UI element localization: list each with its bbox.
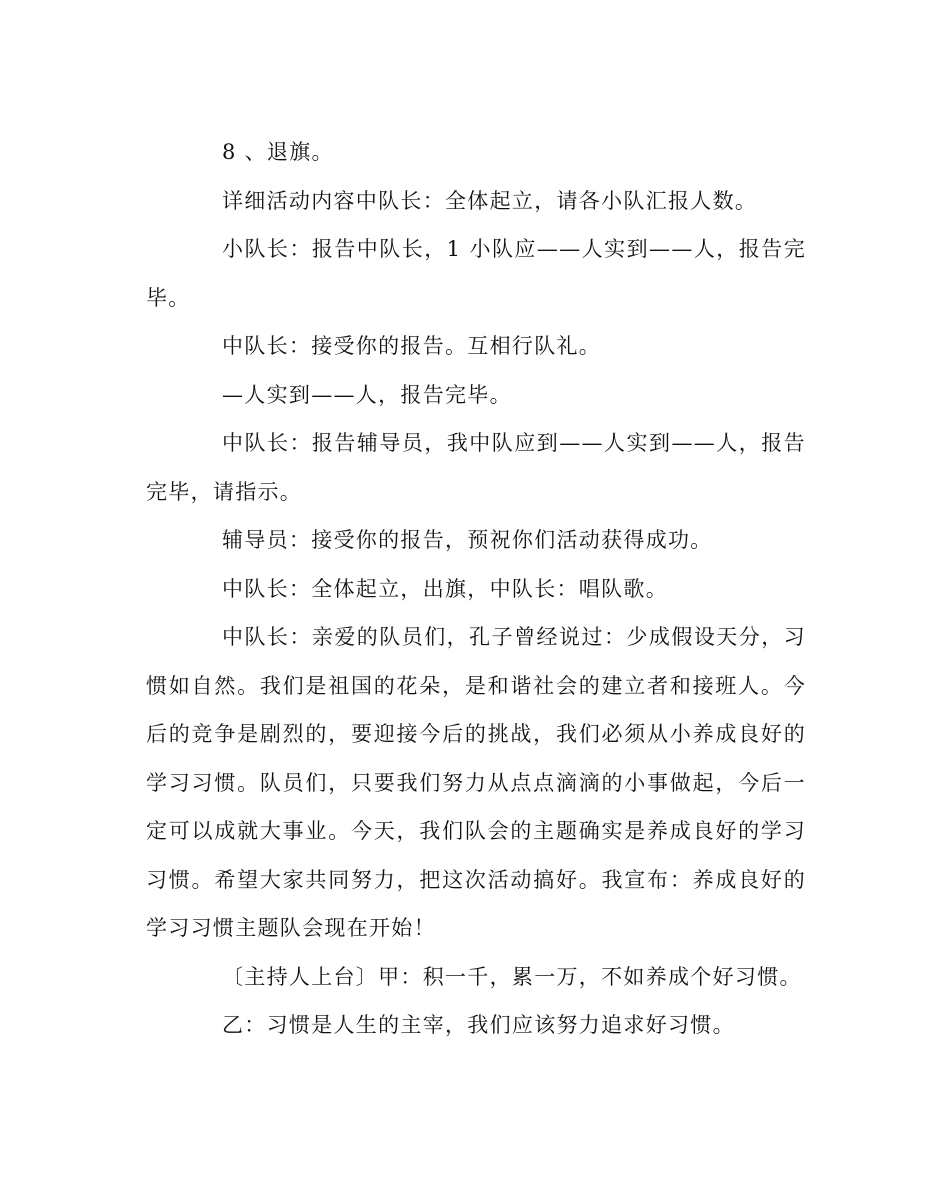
paragraph-flag-song: 中队长：全体起立，出旗，中队长：唱队歌。	[222, 576, 668, 601]
paragraph-squad-report: 小队长：报告中队长，1 小队应——人实到——人，报告完毕。	[146, 237, 806, 310]
paragraph-host-a: 〔主持人上台〕甲：积一千，累一万，不如养成个好习惯。	[222, 964, 802, 989]
paragraph-opening-speech: 中队长：亲爱的队员们，孔子曾经说过：少成假设天分，习惯如自然。我们是祖国的花朵，是和谐社会的建立者和接班人。今后的竞争是剧烈的，要迎接今后的挑战，我们必须从小养成良好的学习习惯。队员们，只要我们努力从点点滴滴的小事做起，今后一定可以成就大事业。今天，我们队会的主题确实是养成良好的学习习惯。希望大家共同努力，把这次活动搞好。我宣布：养成良好的学习习惯主题队会现在开始！	[146, 625, 806, 940]
paragraph-captain-report: 中队长：报告辅导员，我中队应到——人实到——人，报告完毕，请指示。	[146, 431, 806, 504]
paragraph-report-fragment: —人实到——人，报告完毕。	[222, 382, 512, 407]
paragraph-host-b: 乙：习惯是人生的主宰，我们应该努力追求好习惯。	[222, 1013, 735, 1037]
paragraph-count-request: 详细活动内容中队长：全体起立，请各小队汇报人数。	[222, 188, 758, 213]
paragraph-counselor-reply: 辅导员：接受你的报告，预祝你们活动获得成功。	[222, 528, 713, 552]
paragraph-retire-flag: 8 、退旗。	[222, 140, 334, 164]
paragraph-accept-report: 中队长：接受你的报告。互相行队礼。	[222, 334, 602, 358]
document-body	[146, 128, 806, 1050]
